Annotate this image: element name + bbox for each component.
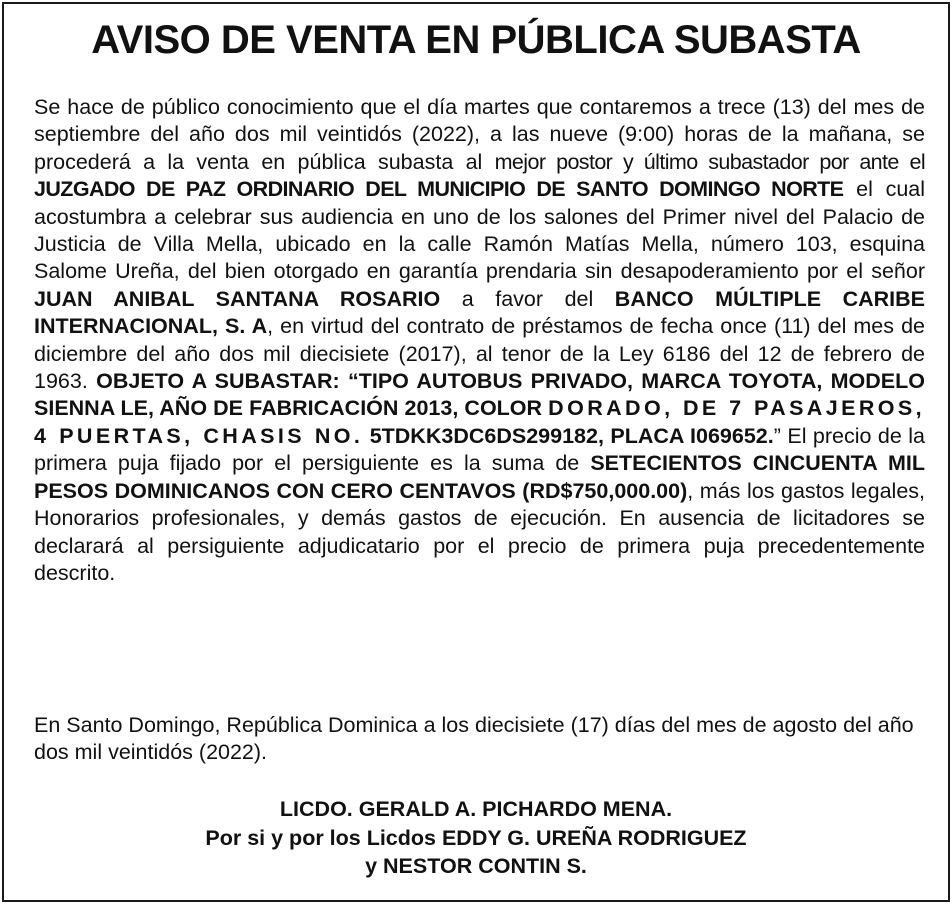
dateline: En Santo Domingo, República Dominica a los diecisiete (17) días del mes de agosto del año dos mil veintidós (2022).: [34, 713, 914, 765]
auction-object-c: 5TDKK3DC6DS299182, PLACA I069652.: [363, 423, 774, 448]
body-text-5: , en virtud del contrato de préstamos de fecha once (11) del mes de diciembre del año dos mil diecisiete (2017), al tenor de la Ley 6186 del 12 de febrero de 1963.: [34, 314, 925, 394]
signature-line-2: Por si y por los Licdos EDDY G. UREÑA RODRIGUEZ: [205, 825, 747, 850]
signature-line-3: y NESTOR CONTIN S.: [365, 854, 587, 878]
legal-notice: [2, 2, 950, 902]
auction-price: SETECIENTOS CINCUENTA MIL PESOS DOMINICANOS CON CERO CENTAVOS (RD$750,000.00): [34, 451, 925, 503]
court-name: JUZGADO DE PAZ ORDINARIO DEL MUNICIPIO DE SANTO DOMINGO NORTE: [34, 177, 844, 202]
body-text-2: mejor postor y último subastador por ante el: [494, 149, 925, 174]
signature-line-1: LICDO. GERALD A. PICHARDO MENA.: [279, 797, 673, 821]
auction-object-b: DORADO, DE 7 PASAJEROS, 4 PUERTAS, CHASIS NO.: [34, 396, 925, 448]
auction-object-a: OBJETO A SUBASTAR: “TIPO AUTOBUS PRIVADO, MARCA TOYOTA, MODELO SIENNA LE, AÑO DE FABRICACIÓN 2013, COLOR: [34, 369, 925, 421]
notice-title: AVISO DE VENTA EN PÚBLICA SUBASTA: [91, 18, 861, 62]
body-text-7: , más los gastos legales, Honorarios profesionales, y demás gastos de ejecución. En ausencia de licitadores se declarará al persiguiente adjudicatario por el precio de primera puja precedentemente descrito.: [34, 478, 926, 585]
body-text-3: el cual acostumbra a celebrar sus audiencia en uno de los salones del Primer nivel del Palacio de Justicia de Villa Mella, ubicado en la calle Ramón Matías Mella, número 103, esquina Salome Ureña, del bien otorgado en garantía prendaria sin desapoderamiento por el señor: [34, 177, 926, 284]
body-text-1: Se hace de público conocimiento que el día martes que contaremos a trece (13) del mes de septiembre del año dos mil veintidós (2022), a las nueve (9:00) horas de la mañana, se procederá a la venta en pública subasta al: [34, 95, 925, 174]
signature-block: [4, 795, 948, 881]
debtor-name: JUAN ANIBAL SANTANA ROSARIO: [34, 286, 441, 311]
body-text-4: a favor del: [440, 286, 615, 311]
bank-name: BANCO MÚLTIPLE CARIBE INTERNACIONAL, S. A: [34, 286, 926, 339]
notice-body: [34, 94, 925, 587]
body-text-6: ” El precio de la primera puja fijado por el persiguiente es la suma de: [34, 423, 925, 476]
